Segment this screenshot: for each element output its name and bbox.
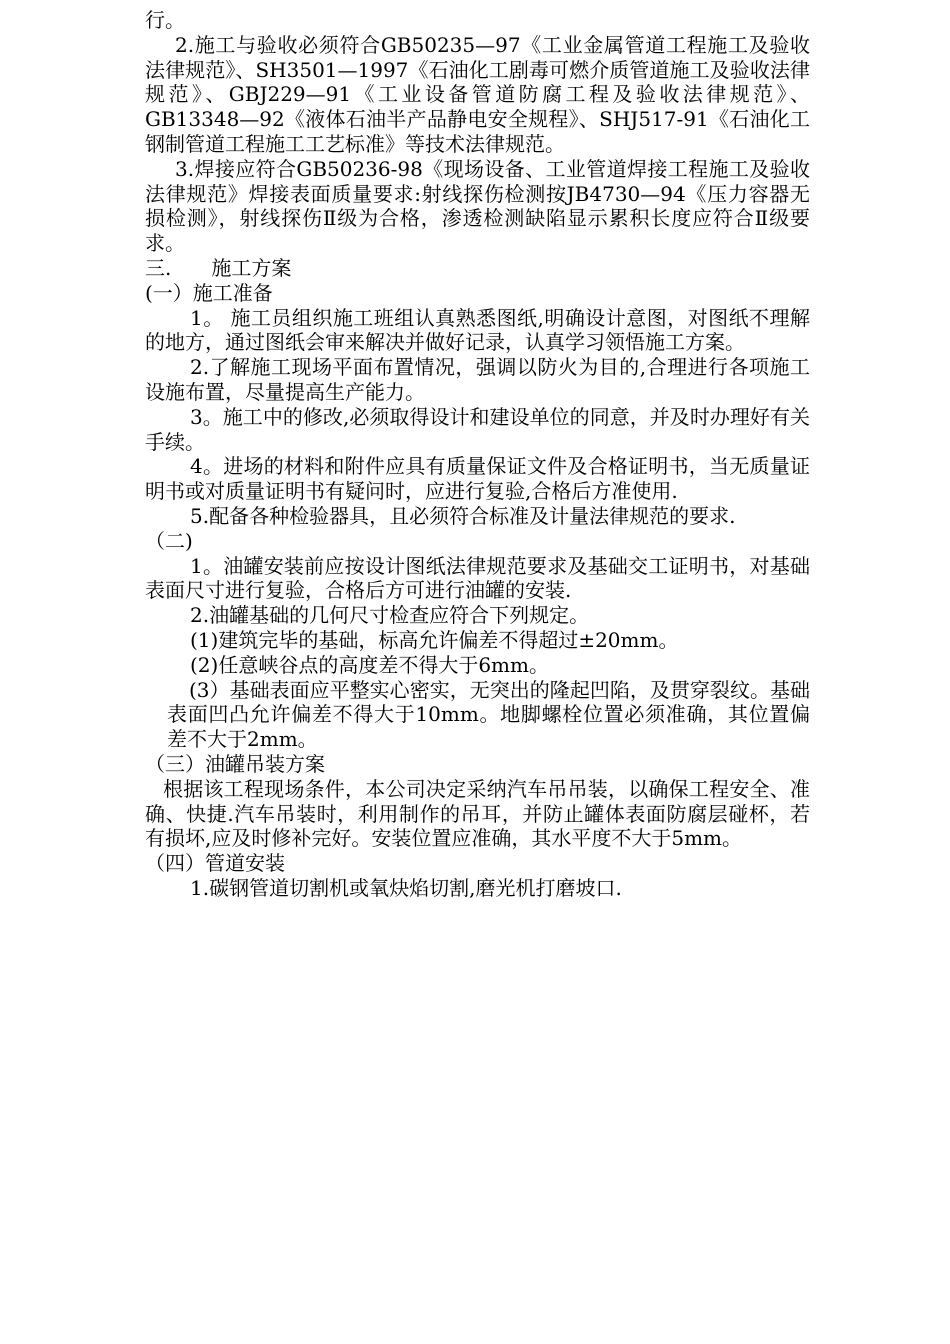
section-heading-construction-plan: 三. 施工方案: [145, 255, 292, 280]
paragraph-standards: 2.施工与验收必须符合GB50235—97《工业金属管道工程施工及验收法律规范》、SH3501—1997《石油化工剧毒可燃介质管道施工及验收法律规范》、GBJ229—91《工业设备管道防腐工程及验收法律规范》、GB13348—92《液体石油半产品静电安全规程》、SHJ517-91《石油化工钢制管道工程施工工艺标准》等技术法律规范。: [145, 32, 810, 156]
paragraph-tank-2-1: (1)建筑完毕的基础，标高允许偏差不得超过±20mm。: [190, 627, 679, 652]
subsection-heading-lifting: （三）油罐吊装方案: [145, 751, 325, 776]
paragraph-tank-2: 2.油罐基础的几何尺寸检查应符合下列规定。: [190, 603, 590, 628]
paragraph-continuation: 行。: [145, 8, 185, 32]
paragraph-prep-5: 5.配备各种检验器具，且必须符合标准及计量法律规范的要求.: [190, 503, 736, 528]
paragraph-welding: 3.焊接应符合GB50236-98《现场设备、工业管道焊接工程施工及验收法律规范》焊接表面质量要求:射线探伤检测按JB4730—94《压力容器无损检测》，射线探伤Ⅱ级为合格，渗透检测缺陷显示累积长度应符合Ⅱ级要求。: [145, 156, 810, 256]
paragraph-lifting: 根据该工程现场条件，本公司决定采纳汽车吊吊装，以确保工程安全、准确、快捷.汽车吊装时，利用制作的吊耳，并防止罐体表面防腐层碰杯，若有损坏,应及时修补完好。安装位置应准确，其水平度不大于5mm。: [145, 776, 810, 851]
subsection-heading-2: （二): [145, 528, 193, 553]
paragraph-piping-1: 1.碳钢管道切割机或氧炔焰切割,磨光机打磨坡口.: [190, 875, 622, 900]
subsection-heading-preparation: (一）施工准备: [145, 280, 273, 305]
paragraph-prep-3: 3。施工中的修改,必须取得设计和建设单位的同意，并及时办理好有关手续。: [145, 404, 810, 454]
paragraph-prep-2: 2.了解施工现场平面布置情况，强调以防火为目的,合理进行各项施工设施布置，尽量提高生产能力。: [145, 355, 810, 404]
paragraph-prep-4: 4。进场的材料和附件应具有质量保证文件及合格证明书，当无质量证明书或对质量证明书有疑问时，应进行复验,合格后方准使用.: [145, 454, 810, 504]
paragraph-tank-2-3: (3）基础表面应平整实心密实，无突出的隆起凹陷，及贯穿裂纹。基础表面凹凸允许偏差不得大于10mm。地脚螺栓位置必须准确，其位置偏差不大于2mm。: [167, 677, 810, 752]
paragraph-tank-2-2: (2)任意峡谷点的高度差不得大于6mm。: [190, 652, 549, 677]
paragraph-prep-1: 1。 施工员组织施工班组认真熟悉图纸,明确设计意图，对图纸不理解的地方，通过图纸会审来解决并做好记录，认真学习领悟施工方案。: [145, 305, 810, 355]
document-body: [145, 8, 810, 901]
subsection-heading-piping: （四）管道安装: [145, 851, 285, 876]
paragraph-tank-1: 1。油罐安装前应按设计图纸法律规范要求及基础交工证明书，对基础表面尺寸进行复验，合格后方可进行油罐的安装.: [145, 553, 810, 603]
